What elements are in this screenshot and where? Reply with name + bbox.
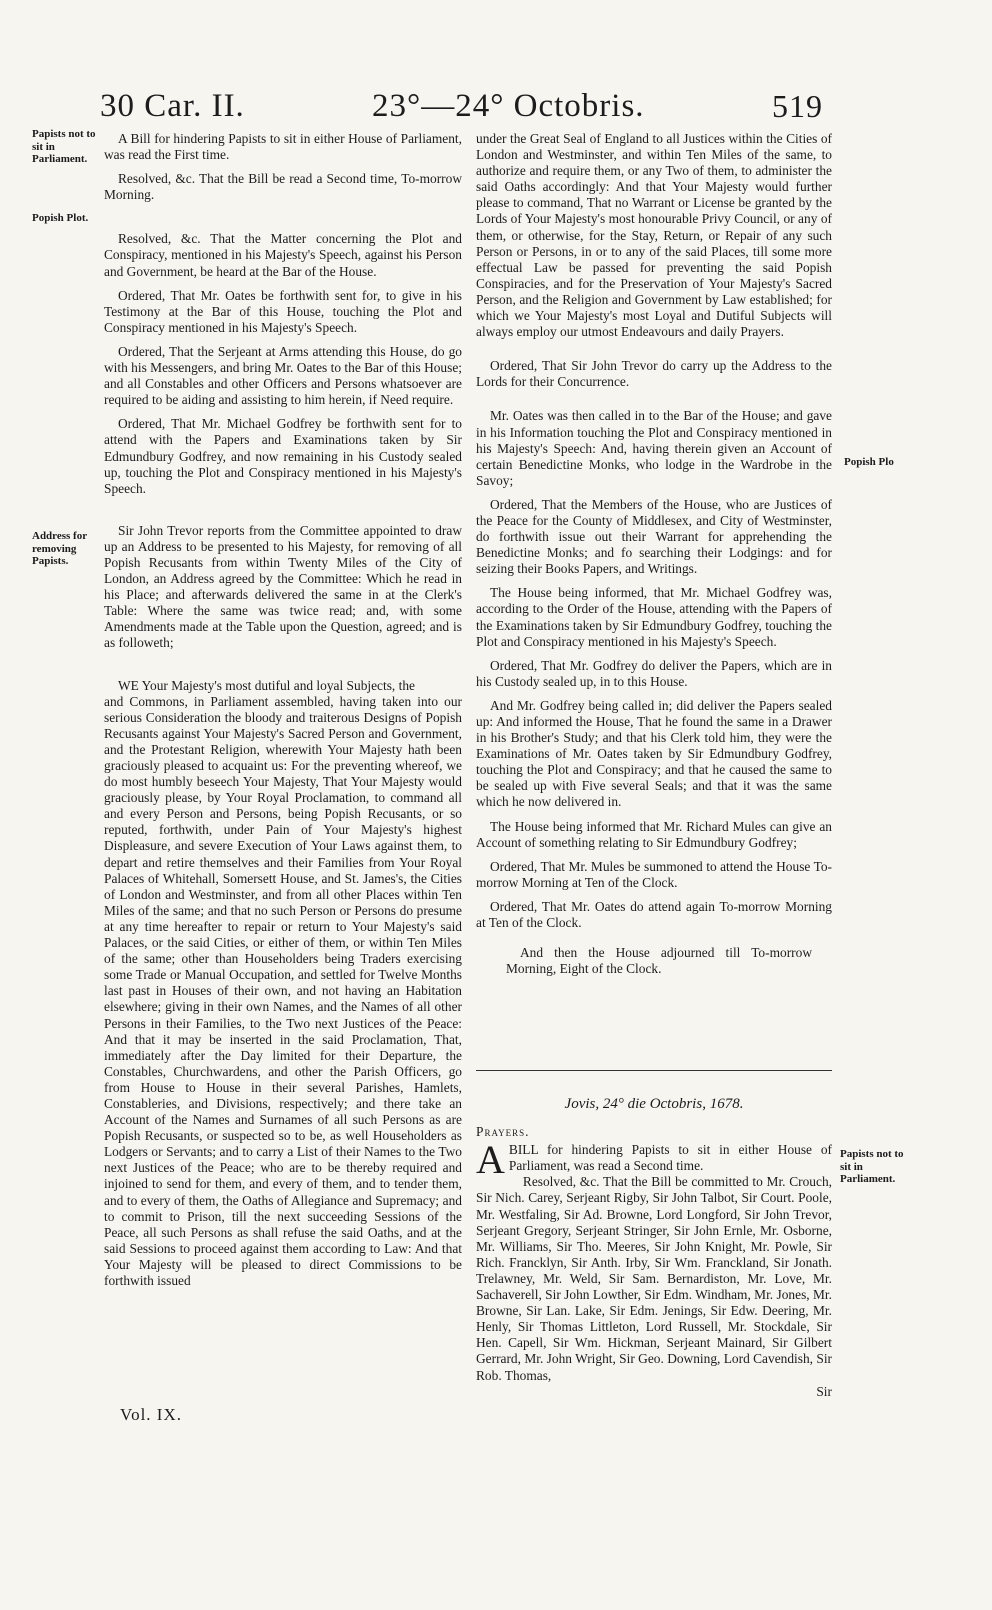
- page-number: 519: [772, 88, 823, 124]
- margin-note-popish-plot-2: Popish Plo: [844, 456, 894, 468]
- prayers-heading: Prayers.: [476, 1124, 530, 1140]
- paragraph: The House being informed that Mr. Richard Mules can give an Account of something relating to Sir Edmundbury Godfrey;: [476, 818, 832, 850]
- paragraph: WE Your Majesty's most dutiful and loyal Subjects, the: [118, 677, 415, 693]
- paragraph: under the Great Seal of England to all Justices within the Cities of London and Westminster, and within Ten Miles of the same, to authorize and require them, or any Two of them, to administer the said Oaths accordingly: And that Your Majesty would further please to command, That no Warrant or License be granted by the Lords of Your Majesty's most honourable Privy Council, or any of them, or otherwise, for the Stay, Return, or Repair of any such Person or Persons, in or to any of the said Places, till some more effectual Law be passed for preventing the said Popish Conspiracies, and for the Preservation of Your Majesty's Sacred Person, and the Religion and Government by Law established; for which we Your Majesty's most Loyal and Dutiful Subjects will always employ our utmost Endeavours and daily Prayers.: [476, 131, 832, 340]
- section-divider: [476, 1070, 832, 1071]
- paragraph: Ordered, That Mr. Godfrey do deliver the Papers, which are in his Custody sealed up, in to this House.: [476, 657, 832, 689]
- paragraph: Ordered, That Mr. Mules be summoned to attend the House To-morrow Morning at Ten of the Clock.: [476, 858, 832, 890]
- paragraph: and Commons, in Parliament assembled, having taken into our serious Consideration the bloody and traiterous Designs of Popish Recusants against Your Majesty's Sacred Person and Government, and the Protestant Religion, wherewith Your Majesty hath been graciously pleased to acquaint us: For the preventing whereof, we do most humbly beseech Your Majesty, That Your Majesty would graciously please, by Your Royal Proclamation, to command all and every Person and Persons, being Popish Recusants, or so reputed, forthwith, under Pain of Your Majesty's highest Displeasure, and severe Execution of Your Laws against them, to depart and retire themselves and their Families from Your Royal Palaces of Whitehall, Somersett House, and St. James's, the Cities of London and Westminster, and from all other Places within Ten Miles of the same; and that no such Person or Persons do presume at any time hereafter to repair or return to Your Majesty's said Palaces, or the said Cities, or either of them, or within Ten Miles of the same; other than Householders being Traders exercising some Trade or Manual Occupation, and settled for Twelve Months last past in Houses of their own, and not having an Habitation elsewhere; giving in their own Names, and the Names of all other Persons in their Families, to the Two next Justices of the Peace: And that it may be inserted in the said Proclamation, That, immediately after the Day limited for their Departure, the Constables, Churchwardens, and other the Parish Officers, go from House to House in their several Parishes, Hamlets, Constableries, and Divisions, respectively; and there take an Account of the Names and Surnames of all such Persons as are Popish Recusants, or suspected so to be, as well Householders as Lodgers or Servants; and to carry a List of their Names to the Two next Justices of the Peace; who are to be thereby required and injoined to send for them, and every of them, and to tender them, and to every of them, the Oaths of Allegiance and Supremacy; and to commit to Prison, till the next succeeding Sessions of the Peace, all such Persons as shall refuse the said Oaths, and at the said Sessions to proceed against them according to Law: And that Your Majesty will be pleased to direct Commissions to be forthwith issued: [104, 693, 462, 1288]
- paragraph: And Mr. Godfrey being called in; did deliver the Papers sealed up: And informed the House, That he found the same in a Drawer in his Brother's Study; and that his Clerk told him, they were the Examinations of Mr. Oates taken by Sir Edmundbury Godfrey, touching the Plot and Conspiracy; and that he caused the same to be sealed up with Five several Seals; and that it was the same which he now delivered in.: [476, 697, 832, 810]
- paragraph: Ordered, That Sir John Trevor do carry up the Address to the Lords for their Concurrence.: [476, 358, 832, 390]
- paragraph: Ordered, That the Members of the House, who are Justices of the Peace for the County of Middlesex, and City of Westminster, do forthwith issue out their Warrant for apprehending the Benedictine Monks; and fo searching their Lodgings: and for seizing their Books Papers, and Writings.: [476, 496, 832, 577]
- paragraph: Resolved, &c. That the Matter concerning the Plot and Conspiracy, mentioned in his Majesty's Speech, against his Person and Government, be heard at the Bar of the House.: [104, 231, 462, 279]
- paragraph: Ordered, That Mr. Oates do attend again To-morrow Morning at Ten of the Clock.: [476, 898, 832, 931]
- paragraph: Ordered, That Mr. Oates be forthwith sent for, to give in his Testimony at the Bar of this House, touching the Plot and Conspiracy mentioned in his Majesty's Speech.: [104, 287, 462, 335]
- paragraph: The House being informed, that Mr. Michael Godfrey was, according to the Order of the House, attending with the Papers of the Examinations taken by Sir Edmundbury Godfrey, touching the Plot and Conspiracy mentioned in his Majesty's Speech.: [476, 585, 832, 649]
- header-date: 23°—24° Octobris.: [372, 88, 645, 124]
- left-column: [104, 131, 462, 1297]
- adjournment: And then the House adjourned till To-morrow Morning, Eight of the Clock.: [506, 945, 812, 977]
- catchword: Sir: [816, 1383, 832, 1399]
- header-regnal-year: 30 Car. II.: [100, 88, 245, 124]
- bill-reading: BILL for hindering Papists to sit in either House of Parliament, was read a Second time.: [508, 1142, 832, 1174]
- paragraph: Mr. Oates was then called in to the Bar of the House; and gave in his Information touching the Plot and Conspiracy mentioned in his Majesty's Speech: And, having therein given an Account of certain Benedictine Monks, who lodge in the Wardrobe in the Savoy;: [476, 408, 832, 488]
- committal-paragraph: Resolved, &c. That the Bill be committed to Mr. Crouch, Sir Nich. Carey, Serjeant Rigby, Sir John Talbot, Sir Court. Poole, Mr. Westfaling, Sir Ad. Browne, Lord Longford, Sir John Trevor, Serjeant Gregory, Serjeant Stringer, Sir John Ernle, Mr. Osborne, Mr. Williams, Sir Tho. Meeres, Sir John Knight, Mr. Powle, Sir Rich. Francklyn, Sir Anth. Irby, Sir Wm. Franckland, Sir Jonath. Trelawney, Mr. Weld, Sir Sam. Bernardiston, Mr. Love, Mr. Sachaverell, Sir John Lowther, Sir Edm. Windham, Mr. Jones, Mr. Browne, Sir Lan. Lake, Sir Edm. Jenings, Sir Edw. Deering, Mr. Henly, Sir Thomas Littleton, Lord Russell, Mr. Stockdale, Sir Hen. Capell, Sir Wm. Hickman, Serjeant Mainard, Sir Gilbert Gerrard, Mr. John Wright, Sir Geo. Downing, Lord Cavendish, Sir Rob. Thomas,: [476, 1174, 832, 1383]
- right-column-lower: [476, 1096, 832, 1408]
- margin-note-papists-2: Papists not to sit in Parliament.: [840, 1148, 904, 1185]
- margin-note-address: Address for removing Papists.: [32, 530, 87, 567]
- margin-note-papists-1: Papists not to sit in Parliament.: [32, 128, 96, 165]
- paragraph: [476, 1137, 832, 1183]
- paragraph: Resolved, &c. That the Bill be read a Second time, To-morrow Morning.: [104, 171, 462, 203]
- drop-cap: A: [476, 1137, 505, 1183]
- margin-note-popish-plot-1: Popish Plot.: [32, 212, 89, 224]
- paragraph: A Bill for hindering Papists to sit in either House of Parliament, was read the First time.: [104, 131, 462, 163]
- paragraph: Sir John Trevor reports from the Committee appointed to draw up an Address to be presented to his Majesty, for removing of all Popish Recusants from within Twenty Miles of the City of London, an Address agreed by the Committee: Which he read in his Place; and afterwards delivered the same in at the Clerk's Table: Where the same was twice read; and, with some Amendments made at the Table upon the Question, agreed; and is as followeth;: [104, 522, 462, 651]
- volume-mark: Vol. IX.: [120, 1405, 182, 1424]
- paragraph: Ordered, That the Serjeant at Arms attending this House, do go with his Messengers, and bring Mr. Oates to the Bar of this House; and all Constables and other Officers and Persons whatsoever are required to be aiding and assisting to him herein, if Need require.: [104, 343, 462, 408]
- right-column: [476, 131, 832, 985]
- sitting-date: Jovis, 24° die Octobris, 1678.: [564, 1096, 744, 1112]
- paragraph: Ordered, That Mr. Michael Godfrey be forthwith sent for to attend with the Papers and Examinations taken by Sir Edmundbury Godfrey, and now remaining in his Custody sealed up, touching the Plot and Conspiracy mentioned in his Majesty's Speech.: [104, 416, 462, 496]
